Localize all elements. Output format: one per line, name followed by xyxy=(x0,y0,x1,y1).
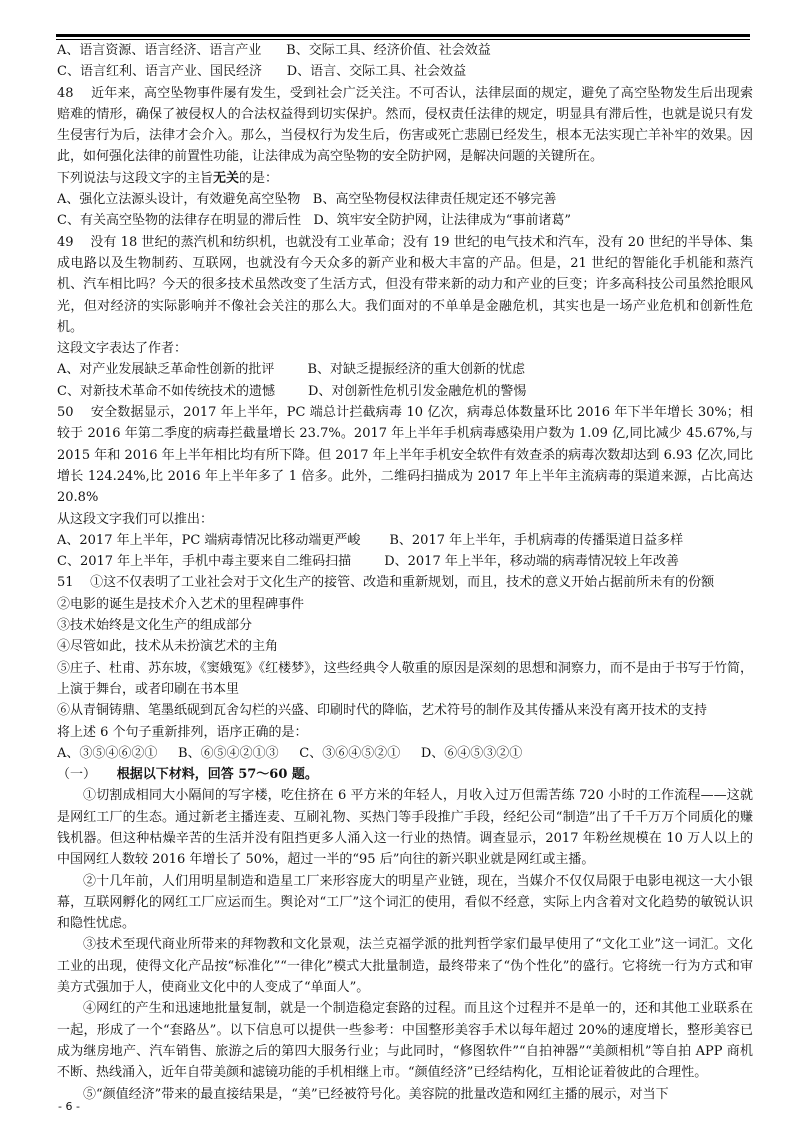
q47-options-row2: C、语言红利、语言产业、国民经济 D、语言、交际工具、社会效益 xyxy=(57,64,467,80)
q51-sentence-4: ④尽管如此，技术从未扮演艺术的主角 xyxy=(57,639,279,655)
material-paragraph-3: ③技术至现代商业所带来的拜物教和文化景观，法兰克福学派的批判哲学家们最早使用了“文化工业”这一词汇。文化工业的出现，使得文化产品按“标准化”“一律化”模式大批量制造，最终带来了“伪个性化”的盛行。它将统一行为方式和审美方式强加于人，使商业文化中的人变成了“单面人”。 xyxy=(57,937,753,996)
q48-question-post: 的是： xyxy=(239,170,279,186)
q49-text: 没有 18 世纪的蒸汽机和纺织机，也就没有工业革命；没有 19 世纪的电气技术和汽车，没有 20 世纪的半导体、集成电路以及生物制药、互联网，也就没有今天众多的新产业和极大丰富的产品。但是，21 世纪的智能化手机能和蒸汽机、汽车相比吗？今天的很多技术虽然改变了生活方式，但没有带来新的动力和产业的巨变；许多高科技公司虽然抢眼风光，但对经济的实际影响并不像社会关注的那么大。我们面对的不单单是金融危机，其实也是一场产业危机和创新性危机。 xyxy=(57,234,754,335)
q48-question-bold: 无关 xyxy=(213,170,240,186)
material-paragraph-1: ①切割成相同大小隔间的写字楼，吃住挤在 6 平方米的年轻人，月收入过万但需苦练 720 小时的工作流程——这就是网红工厂的生态。通过新老主播连麦、互刷礼物、买热门等手段推广手段，经纪公司“制造”出了千千万万个同质化的赚钱机器。但这种枯燥辛苦的生活并没有阻挡更多人涌入这一行业的热情。调查显示，2017 年粉丝规模在 10 万人以上的中国网红人数较 2016 年增长了 50%，超过一半的“95 后”向往的新兴职业就是网红或主播。 xyxy=(57,788,753,868)
material-paragraph-4: ④网红的产生和迅速地批量复制，就是一个制造稳定套路的过程。而且这个过程并不是单一的，还和其他工业联系在一起，形成了一个“套路丛”。以下信息可以提供一些参考：中国整形美容手术以每年超过 20%的速度增长，整形美容已成为继房地产、汽车销售、旅游之后的第四大服务行业；与此同时，“修图软件”“自拍神器”“美颜相机”等自拍 APP 商机不断、热线涌入，近年自带美颜和滤镜功能的手机相继上市。“颜值经济”已经结构化，互相论证着彼此的合理性。 xyxy=(57,1001,753,1081)
section-heading xyxy=(57,764,753,785)
q51-sentence-5: ⑤庄子、杜甫、苏东坡，《窦娥冤》《红楼梦》，这些经典令人敬重的原因是深刻的思想和洞察力，而不是由于书写于竹简，上演于舞台，或者印刷在书本里 xyxy=(57,660,753,697)
q48-question-pre: 下列说法与这段文字的主旨 xyxy=(57,170,214,186)
q48-options-row2: C、有关高空坠物的法律存在明显的滞后性 D、筑牢安全防护网，让法律成为“事前诸葛” xyxy=(57,213,572,229)
material-paragraph-5: ⑤“颜值经济”带来的最直接结果是，“美”已经被符号化。美容院的批量改造和网红主播的展示，对当下 xyxy=(83,1086,669,1102)
q51-sentence-3: ③技术始终是文化生产的组成部分 xyxy=(57,618,253,634)
material-paragraph-2: ②十几年前，人们用明星制造和造星工厂来形容庞大的明星产业链，现在，当媒介不仅仅局限于电影电视这一大小银幕，互联网孵化的网红工厂应运而生。舆论对“工厂”这个词汇的使用，看似不经意，实际上内含着对文化趋势的敏锐认识和隐性忧虑。 xyxy=(57,873,753,932)
q49-question: 这段文字表达了作者： xyxy=(57,341,188,357)
q51-sentence-1 xyxy=(57,572,753,593)
q50-text: 安全数据显示，2017 年上半年，PC 端总计拦截病毒 10 亿次，病毒总体数量环比 2016 年下半年增长 30%；相较于 2016 年第二季度的病毒拦截量增长 23.7%。2017 年上半年手机病毒感染用户数为 1.09 亿,同比减少 45.67%,与 2015 年和 2016 年上半年相比均有所下降。但 2017 年上半年手机安全软件有效查杀的病毒次数却达到 6.93 亿次,同比增长 124.24%,比 2016 年上半年多了 1 倍多。此外，二维码扫描成为 2017 年上半年主流病毒的渠道来源，占比高达 20.8% xyxy=(57,405,753,506)
q49-number: 49 xyxy=(57,234,74,250)
q49-options-row1: A、对产业发展缺乏革命性创新的批评 B、对缺乏提振经济的重大创新的忧虑 xyxy=(57,362,526,378)
q50-options-row1: A、2017 年上半年，PC 端病毒情况比移动端更严峻 B、2017 年上半年，手机病毒的传播渠道日益多样 xyxy=(57,532,684,548)
q51-options: A、③⑤④⑥②① B、⑥⑤④②①③ C、③⑥④⑤②① D、⑥④⑤③②① xyxy=(57,745,523,761)
exam-page xyxy=(57,40,753,1105)
q49-options-row2: C、对新技术革命不如传统技术的遗憾 D、对创新性危机引发金融危机的警惕 xyxy=(57,383,527,399)
q51-sentence-6: ⑥从青铜铸鼎、笔墨纸砚到瓦舍勾栏的兴盛、印刷时代的降临，艺术符号的制作及其传播从来没有离开技术的支持 xyxy=(57,703,708,719)
q50-passage xyxy=(57,402,753,508)
section-heading-text: 根据以下材料，回答 57～60 题。 xyxy=(116,767,318,783)
q47-options-row1: A、语言资源、语言经济、语言产业 B、交际工具、经济价值、社会效益 xyxy=(57,43,491,58)
q51-question: 将上述 6 个句子重新排列，语序正确的是： xyxy=(57,724,308,740)
q48-question xyxy=(57,168,753,189)
q48-options-row1: A、强化立法源头设计，有效避免高空坠物 B、高空坠物侵权法律责任规定还不够完善 xyxy=(57,192,557,208)
q51-sentence-2: ②电影的诞生是技术介入艺术的里程碑事件 xyxy=(57,596,305,612)
q50-options-row2: C、2017 年上半年，手机中毒主要来自二维码扫描 D、2017 年上半年，移动端的病毒情况较上年改善 xyxy=(57,554,679,570)
q51-s1-text: ①这不仅表明了工业社会对于文化生产的接管、改造和重新规划，而且，技术的意义开始占据前所未有的份额 xyxy=(90,575,715,591)
q50-question: 从这段文字我们可以推出： xyxy=(57,511,214,527)
page-number: - 6 - xyxy=(58,1100,80,1113)
q49-passage xyxy=(57,232,753,338)
q48-text: 近年来，高空坠物事件屡有发生，受到社会广泛关注。不可否认，法律层面的规定，避免了高空坠物发生后出现索赔难的情形，确保了被侵权人的合法权益得到切实保护。然而，侵权责任法律的规定，明显具有滞后性，也就是说只有发生侵害行为后，法律才会介入。那么，当侵权行为发生后，伤害或死亡悲剧已经发生，根本无法实现亡羊补牢的效果。因此，如何强化法律的前置性功能，让法律成为高空坠物的安全防护网，是解决问题的关键所在。 xyxy=(57,85,753,165)
header-rule-thick xyxy=(56,34,750,37)
q51-number: 51 xyxy=(57,575,74,591)
q48-passage xyxy=(57,83,753,168)
q50-number: 50 xyxy=(57,405,74,421)
q48-number: 48 xyxy=(57,85,74,101)
section-label: （一） xyxy=(57,767,97,783)
